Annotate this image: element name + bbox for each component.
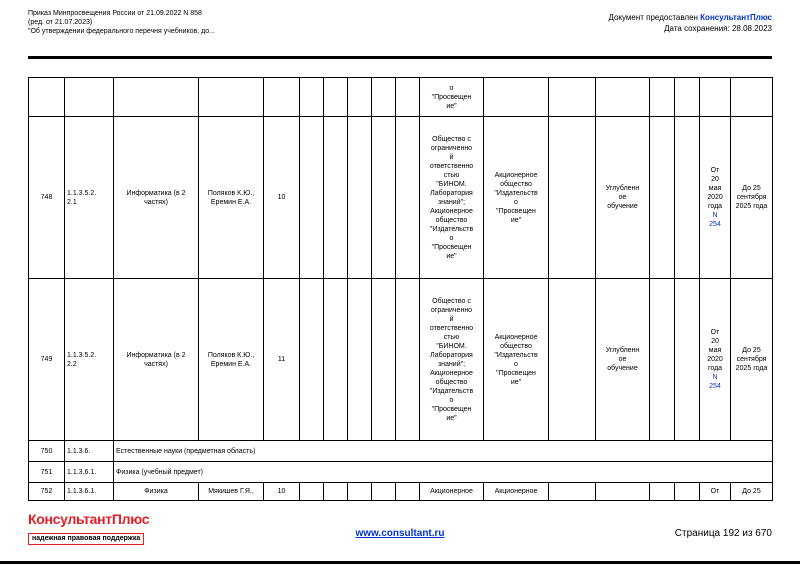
page-indicator: Страница 192 из 670: [674, 528, 772, 539]
table-cell: Поляков К.Ю., Еремин Е.А.: [199, 279, 264, 441]
table-cell: о "Просвещен ие": [420, 78, 484, 117]
table-cell: Физика (учебный предмет): [114, 462, 773, 483]
consultantplus-tagline: надежная правовая поддержка: [28, 533, 144, 545]
table-cell: [300, 78, 324, 117]
table-cell: До 25 сентября 2025 года: [731, 117, 773, 279]
table-cell: [675, 483, 700, 501]
table-cell: [300, 483, 324, 501]
table-cell: [650, 78, 675, 117]
table-cell: [396, 78, 420, 117]
table-cell: От: [700, 483, 731, 501]
provided-by-line: [608, 12, 772, 23]
table-cell: 749: [29, 279, 65, 441]
save-date-text: Дата сохранения: 28.08.2023: [664, 24, 772, 33]
table-cell: [484, 78, 549, 117]
table-cell: 11: [264, 279, 300, 441]
table-row: [29, 483, 773, 501]
document-title-block: [28, 9, 215, 36]
table-cell: 1.1.3.6.1.: [65, 483, 114, 501]
table-cell: [300, 279, 324, 441]
table-cell: [675, 279, 700, 441]
table-cell: 748: [29, 117, 65, 279]
table-cell: [372, 117, 396, 279]
provided-by-text: Документ предоставлен: [608, 13, 701, 22]
table-cell: 10: [264, 483, 300, 501]
table-cell: Информатика (в 2 частях): [114, 279, 199, 441]
table-cell: 1.1.3.5.2. 2.1: [65, 117, 114, 279]
table-cell: От 20 мая 2020 года N 254: [700, 279, 731, 441]
table-cell: [264, 78, 300, 117]
table-cell: [596, 483, 650, 501]
table-row: [29, 279, 773, 441]
document-provided-block: [608, 12, 772, 34]
table-cell: 1.1.3.6.: [65, 441, 114, 462]
table-cell: Поляков К.Ю., Еремин Е.А.: [199, 117, 264, 279]
table-cell: Общество с ограниченно й ответственно стью "БИНОМ. Лаборатория знаний"; Акционерное общество "Издательств о "Просвещен ие": [420, 117, 484, 279]
table-cell: [700, 78, 731, 117]
table-cell: [731, 78, 773, 117]
table-cell: 752: [29, 483, 65, 501]
table-cell: [348, 78, 372, 117]
table-cell: [348, 279, 372, 441]
table-cell: От 20 мая 2020 года N 254: [700, 117, 731, 279]
document-title-line3: "Об утверждении федерального перечня учебников, до...: [28, 28, 215, 35]
table-cell: 10: [264, 117, 300, 279]
table-cell: [114, 78, 199, 117]
table-cell: 1.1.3.5.2. 2.2: [65, 279, 114, 441]
table-row: [29, 117, 773, 279]
table-cell: [372, 483, 396, 501]
consultantplus-logo-text[interactable]: КонсультантПлюс: [28, 511, 150, 527]
textbook-table: [28, 77, 773, 501]
table-cell: [675, 117, 700, 279]
table-cell: Акционерное общество "Издательств о "Просвещен ие": [484, 117, 549, 279]
table-row: [29, 462, 773, 483]
table-row: [29, 78, 773, 117]
table-cell: 1.1.3.6.1.: [65, 462, 114, 483]
bottom-divider: [0, 561, 800, 564]
table-cell: [549, 117, 596, 279]
table-cell: Углубленн ое обучение: [596, 279, 650, 441]
table-cell: [549, 279, 596, 441]
table-cell: [324, 117, 348, 279]
table-cell: [596, 78, 650, 117]
table-cell: [348, 483, 372, 501]
table-row: [29, 441, 773, 462]
table-cell: [396, 483, 420, 501]
table-cell: Физика: [114, 483, 199, 501]
table-cell: Естественные науки (предметная область): [114, 441, 773, 462]
table-cell: [650, 117, 675, 279]
header-divider: [28, 56, 772, 59]
document-title-line2: (ред. от 21.07.2023): [28, 19, 93, 26]
table-cell: [675, 78, 700, 117]
order-reference-link[interactable]: N 254: [709, 212, 721, 228]
table-cell: [29, 78, 65, 117]
table-cell: [324, 483, 348, 501]
table-cell: [650, 279, 675, 441]
table-cell: Информатика (в 2 частях): [114, 117, 199, 279]
table-cell: Акционерное: [484, 483, 549, 501]
table-cell: До 25: [731, 483, 773, 501]
table-cell: [372, 78, 396, 117]
table-cell: 751: [29, 462, 65, 483]
table-cell: Акционерное общество "Издательств о "Просвещен ие": [484, 279, 549, 441]
table-cell: [549, 78, 596, 117]
table-cell: [199, 78, 264, 117]
table-cell: Общество с ограниченно й ответственно стью "БИНОМ. Лаборатория знаний"; Акционерное общество "Издательств о "Просвещен ие": [420, 279, 484, 441]
table-cell: [396, 279, 420, 441]
consultant-url-link[interactable]: www.consultant.ru: [355, 528, 445, 539]
order-reference-link[interactable]: N 254: [709, 374, 721, 390]
table-cell: Мякишев Г.Я.,: [199, 483, 264, 501]
table-cell: Углубленн ое обучение: [596, 117, 650, 279]
table-cell: [650, 483, 675, 501]
table-cell: [396, 117, 420, 279]
table-cell: [549, 483, 596, 501]
table-cell: Акционерное: [420, 483, 484, 501]
document-title-line1: Приказ Минпросвещения России от 21.09.2022 N 858: [28, 10, 202, 17]
consultantplus-link[interactable]: КонсультантПлюс: [700, 13, 772, 22]
table-cell: 750: [29, 441, 65, 462]
table-cell: [65, 78, 114, 117]
table-cell: [324, 78, 348, 117]
table-cell: [324, 279, 348, 441]
table-cell: [300, 117, 324, 279]
table-cell: До 25 сентября 2025 года: [731, 279, 773, 441]
table-cell: [348, 117, 372, 279]
table-cell: [372, 279, 396, 441]
